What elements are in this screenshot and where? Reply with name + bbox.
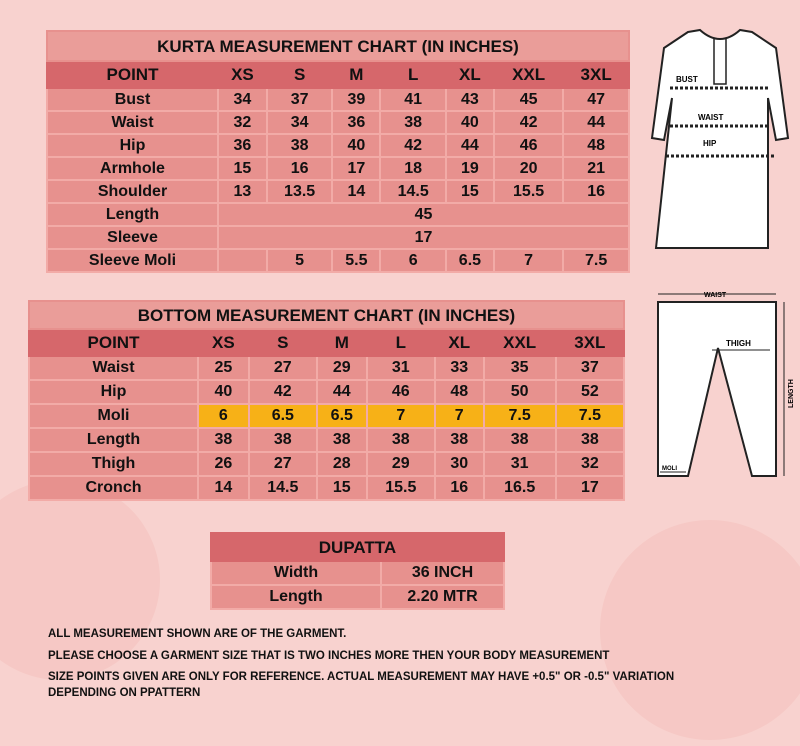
value-cell: 38	[380, 111, 446, 134]
value-cell: 38	[367, 428, 435, 452]
table-row	[29, 428, 624, 452]
value-cell: 38	[249, 428, 317, 452]
table-row	[47, 249, 629, 272]
value-cell: 7	[435, 404, 484, 428]
value-cell: 38	[484, 428, 556, 452]
bottom-label-waist: WAIST	[704, 292, 727, 299]
value-cell: 7	[367, 404, 435, 428]
value-cell: 6.5	[446, 249, 494, 272]
table-row	[47, 111, 629, 134]
value-cell: 36	[332, 111, 380, 134]
value-cell: 40	[198, 380, 249, 404]
value-cell: 44	[317, 380, 367, 404]
bottom-label-thigh: THIGH	[726, 339, 751, 348]
value-cell: 16	[435, 476, 484, 500]
value-cell: 28	[317, 452, 367, 476]
value-cell: 5.5	[332, 249, 380, 272]
bottom-diagram	[648, 288, 798, 483]
value-cell: 40	[446, 111, 494, 134]
kurta-title: KURTA MEASUREMENT CHART (IN INCHES)	[47, 31, 629, 61]
point-label: Moli	[29, 404, 198, 428]
value-cell: 42	[380, 134, 446, 157]
value-cell: 33	[435, 356, 484, 380]
value-cell: 14.5	[380, 180, 446, 203]
value-cell: 38	[435, 428, 484, 452]
kurta-label-waist: WAIST	[698, 113, 724, 122]
value-cell: 38	[556, 428, 624, 452]
value-cell: 48	[435, 380, 484, 404]
value-cell: 34	[218, 88, 267, 111]
value-cell: 41	[380, 88, 446, 111]
column-header: L	[367, 329, 435, 356]
dupatta-title: DUPATTA	[211, 533, 504, 561]
column-header: S	[267, 61, 333, 88]
header-row	[47, 61, 629, 88]
value-cell: 18	[380, 157, 446, 180]
column-header: 3XL	[563, 61, 629, 88]
table-row	[47, 157, 629, 180]
value-cell: 48	[563, 134, 629, 157]
column-header: L	[380, 61, 446, 88]
value-cell: 38	[198, 428, 249, 452]
bottom-title: BOTTOM MEASUREMENT CHART (IN INCHES)	[29, 301, 624, 329]
kurta-label-bust: BUST	[676, 75, 698, 84]
kurta-diagram	[648, 28, 793, 258]
value-cell: 19	[446, 157, 494, 180]
value-cell: 31	[367, 356, 435, 380]
point-label: Hip	[29, 380, 198, 404]
kurta-measurement-table	[46, 30, 630, 273]
value-cell: 5	[267, 249, 333, 272]
value-cell: 46	[494, 134, 563, 157]
table-row	[47, 134, 629, 157]
column-header: XXL	[494, 61, 563, 88]
value-cell: 31	[484, 452, 556, 476]
value-cell: 7	[494, 249, 563, 272]
column-header: XXL	[484, 329, 556, 356]
value-cell: 38	[267, 134, 333, 157]
value-cell: 17	[556, 476, 624, 500]
value-cell: 44	[563, 111, 629, 134]
point-label: Cronch	[29, 476, 198, 500]
column-header: XL	[446, 61, 494, 88]
point-label: Sleeve	[47, 226, 218, 249]
value-cell: 32	[556, 452, 624, 476]
value-cell: 14	[198, 476, 249, 500]
value-cell: 34	[267, 111, 333, 134]
point-label: Shoulder	[47, 180, 218, 203]
point-label: Length	[211, 585, 381, 609]
value-cell: 16	[267, 157, 333, 180]
title-row	[47, 31, 629, 61]
value-cell: 45	[218, 203, 629, 226]
value-cell: 13.5	[267, 180, 333, 203]
table-row	[29, 452, 624, 476]
table-row	[47, 180, 629, 203]
column-header: XL	[435, 329, 484, 356]
value-cell: 52	[556, 380, 624, 404]
value-cell: 15.5	[494, 180, 563, 203]
column-header: POINT	[47, 61, 218, 88]
bottom-label-moli: MOLI	[662, 466, 677, 472]
bottom-label-length: LENGTH	[788, 379, 795, 408]
value-cell: 29	[367, 452, 435, 476]
value-cell: 7.5	[563, 249, 629, 272]
value-cell: 37	[556, 356, 624, 380]
point-label: Length	[47, 203, 218, 226]
table-row	[211, 561, 504, 585]
value-cell	[218, 249, 267, 272]
table-row	[47, 88, 629, 111]
value-cell: 6.5	[317, 404, 367, 428]
value-cell: 14.5	[249, 476, 317, 500]
value-cell: 36 INCH	[381, 561, 504, 585]
value-cell: 15	[218, 157, 267, 180]
point-label: Waist	[29, 356, 198, 380]
value-cell: 15	[317, 476, 367, 500]
value-cell: 7.5	[484, 404, 556, 428]
value-cell: 6	[380, 249, 446, 272]
point-label: Bust	[47, 88, 218, 111]
column-header: XS	[218, 61, 267, 88]
value-cell: 6.5	[249, 404, 317, 428]
table-row	[29, 356, 624, 380]
value-cell: 38	[317, 428, 367, 452]
value-cell: 45	[494, 88, 563, 111]
column-header: POINT	[29, 329, 198, 356]
value-cell: 15	[446, 180, 494, 203]
value-cell: 15.5	[367, 476, 435, 500]
point-label: Armhole	[47, 157, 218, 180]
value-cell: 29	[317, 356, 367, 380]
column-header: XS	[198, 329, 249, 356]
value-cell: 25	[198, 356, 249, 380]
value-cell: 16.5	[484, 476, 556, 500]
value-cell: 14	[332, 180, 380, 203]
column-header: M	[317, 329, 367, 356]
point-label: Hip	[47, 134, 218, 157]
point-label: Width	[211, 561, 381, 585]
value-cell: 35	[484, 356, 556, 380]
note-2: PLEASE CHOOSE A GARMENT SIZE THAT IS TWO INCHES MORE THEN YOUR BODY MEASUREMENT	[48, 649, 610, 662]
bottom-measurement-table	[28, 300, 625, 501]
value-cell: 37	[267, 88, 333, 111]
notes	[48, 629, 674, 709]
point-label: Waist	[47, 111, 218, 134]
value-cell: 42	[249, 380, 317, 404]
title-row	[29, 301, 624, 329]
value-cell: 27	[249, 452, 317, 476]
value-cell: 42	[494, 111, 563, 134]
note-1: ALL MEASUREMENT SHOWN ARE OF THE GARMENT.	[48, 628, 347, 640]
point-label: Thigh	[29, 452, 198, 476]
value-cell: 43	[446, 88, 494, 111]
value-cell: 2.20 MTR	[381, 585, 504, 609]
table-row	[47, 203, 629, 226]
value-cell: 7.5	[556, 404, 624, 428]
value-cell: 46	[367, 380, 435, 404]
value-cell: 17	[332, 157, 380, 180]
value-cell: 50	[484, 380, 556, 404]
value-cell: 27	[249, 356, 317, 380]
header-row	[29, 329, 624, 356]
value-cell: 47	[563, 88, 629, 111]
value-cell: 39	[332, 88, 380, 111]
value-cell: 16	[563, 180, 629, 203]
kurta-label-hip: HIP	[703, 139, 717, 148]
value-cell: 13	[218, 180, 267, 203]
value-cell: 6	[198, 404, 249, 428]
table-row	[29, 476, 624, 500]
value-cell: 40	[332, 134, 380, 157]
column-header: M	[332, 61, 380, 88]
value-cell: 36	[218, 134, 267, 157]
value-cell: 21	[563, 157, 629, 180]
table-row	[47, 226, 629, 249]
point-label: Length	[29, 428, 198, 452]
value-cell: 44	[446, 134, 494, 157]
table-row	[29, 380, 624, 404]
value-cell: 20	[494, 157, 563, 180]
column-header: S	[249, 329, 317, 356]
value-cell: 17	[218, 226, 629, 249]
title-row	[211, 533, 504, 561]
value-cell: 26	[198, 452, 249, 476]
value-cell: 30	[435, 452, 484, 476]
table-row	[29, 404, 624, 428]
column-header: 3XL	[556, 329, 624, 356]
value-cell: 32	[218, 111, 267, 134]
table-row	[211, 585, 504, 609]
point-label: Sleeve Moli	[47, 249, 218, 272]
note-4: DEPENDING ON PPATTERN	[48, 686, 201, 699]
dupatta-table	[210, 532, 505, 610]
note-3: SIZE POINTS GIVEN ARE ONLY FOR REFERENCE. ACTUAL MEASUREMENT MAY HAVE +0.5" OR -0.5" VARIATION	[48, 671, 675, 683]
